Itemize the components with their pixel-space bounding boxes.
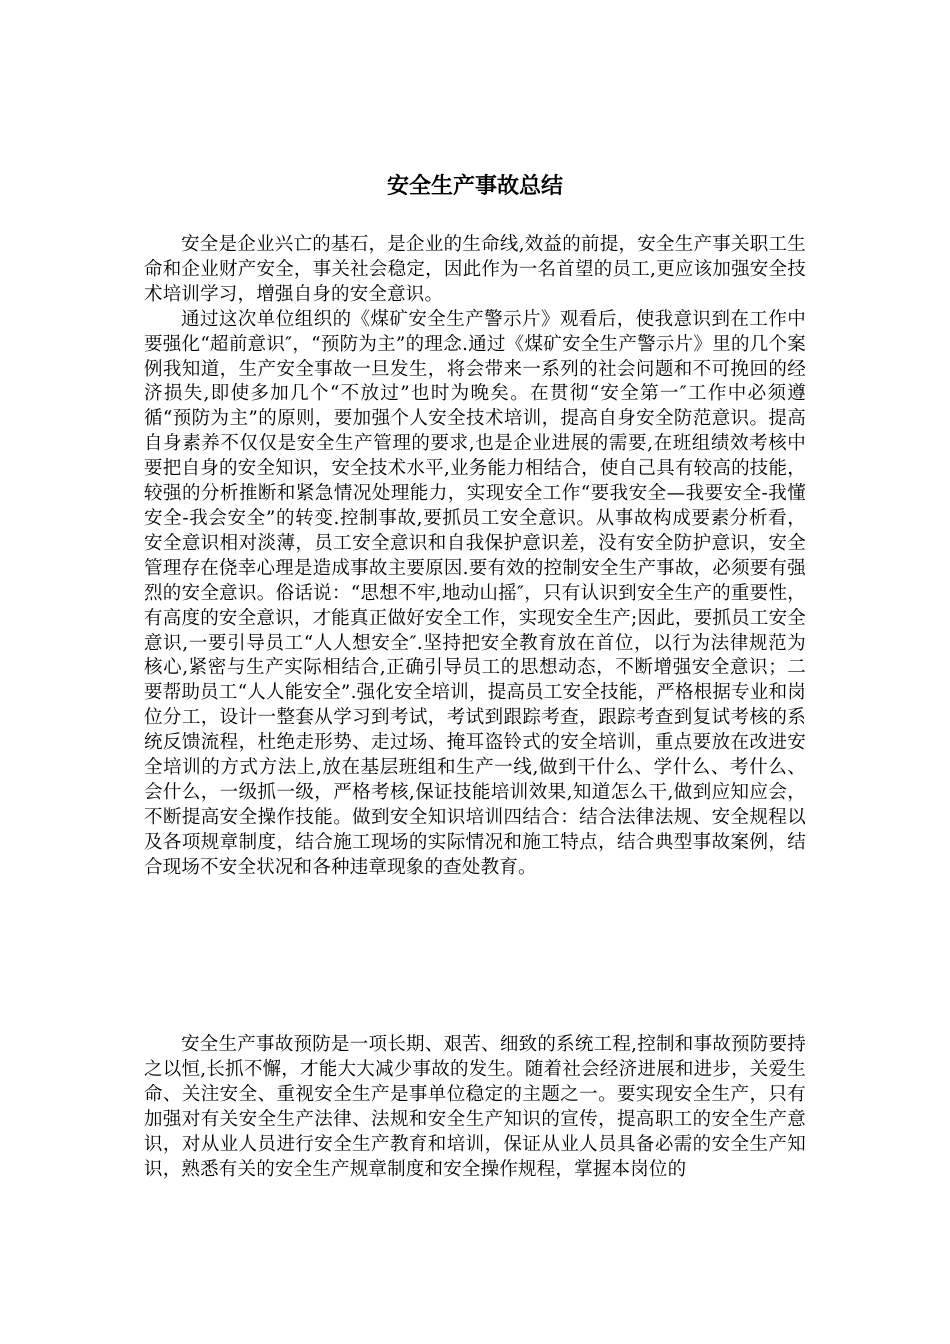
document-title: 安全生产事故总结: [386, 173, 563, 199]
body-section-2: [144, 1033, 806, 1182]
paragraph: 安全是企业兴亡的基石，是企业的生命线,效益的前提，安全生产事关职工生命和企业财产安全，事关社会稳定，因此作为一名首望的员工,更应该加强安全技术培训学习，增强自身的安全意识。: [144, 234, 806, 305]
body-section-1: [144, 233, 806, 881]
paragraph: 通过这次单位组织的《煤矿安全生产警示片》观看后，使我意识到在工作中要强化“超前意识″，“预防为主”的理念.通过《煤矿安全生产警示片》里的几个案例我知道，生产安全事故一旦发生，将会带来一系列的社会问题和不可挽回的经济损失,即使多加几个“不放过”也时为晚矣。在贯彻“安全第一″工作中必须遵循“预防为主”的原则，要加强个人安全技术培训，提高自身安全防范意识。提高自身素养不仅仅是安全生产管理的要求,也是企业进展的需要,在班组绩效考核中要把自身的安全知识，安全技术水平,业务能力相结合，使自己具有较高的技能，较强的分析推断和紧急情况处理能力，实现安全工作“要我安全—我要安全-我懂安全-我会安全”的转变.控制事故,要抓员工安全意识。从事故构成要素分析看，安全意识相对淡薄，员工安全意识和自我保护意识差，没有安全防护意识，安全管理存在侥幸心理是造成事故主要原因.要有效的控制安全生产事故，必须要有强烈的安全意识。俗话说：“思想不牢,地动山摇″，只有认识到安全生产的重要性，有高度的安全意识，才能真正做好安全工作，实现安全生产;因此，要抓员工安全意识,一要引导员工“人人想安全″.坚持把安全教育放在首位，以行为法律规范为核心,紧密与生产实际相结合,正确引导员工的思想动态，不断增强安全意识；二要帮助员工“人人能安全”.强化安全培训，提高员工安全技能，严格根据专业和岗位分工，设计一整套从学习到考试，考试到跟踪考查，跟踪考查到复试考核的系统反馈流程，杜绝走形势、走过场、掩耳盗铃式的安全培训，重点要放在改进安全培训的方式方法上,放在基层班组和生产一线,做到干什么、学什么、考什么、会什么，一级抓一级，严格考核,保证技能培训效果,知道怎么干,做到应知应会，不断提高安全操作技能。做到安全知识培训四结合：结合法律法规、安全规程以及各项规章制度，结合施工现场的实际情况和施工特点，结合典型事故案例，结合现场不安全状况和各种违章现象的查处教育。: [144, 308, 806, 878]
paragraph: 安全生产事故预防是一项长期、艰苦、细致的系统工程,控制和事故预防要持之以恒,长抓不懈，才能大大减少事故的发生。随着社会经济进展和进步，关爱生命、关注安全、重视安全生产是事单位稳定的主题之一。要实现安全生产，只有加强对有关安全生产法律、法规和安全生产知识的宣传，提高职工的安全生产意识，对从业人员进行安全生产教育和培训，保证从业人员具备必需的安全生产知识，熟悉有关的安全生产规章制度和安全操作规程，掌握本岗位的: [144, 1034, 806, 1180]
